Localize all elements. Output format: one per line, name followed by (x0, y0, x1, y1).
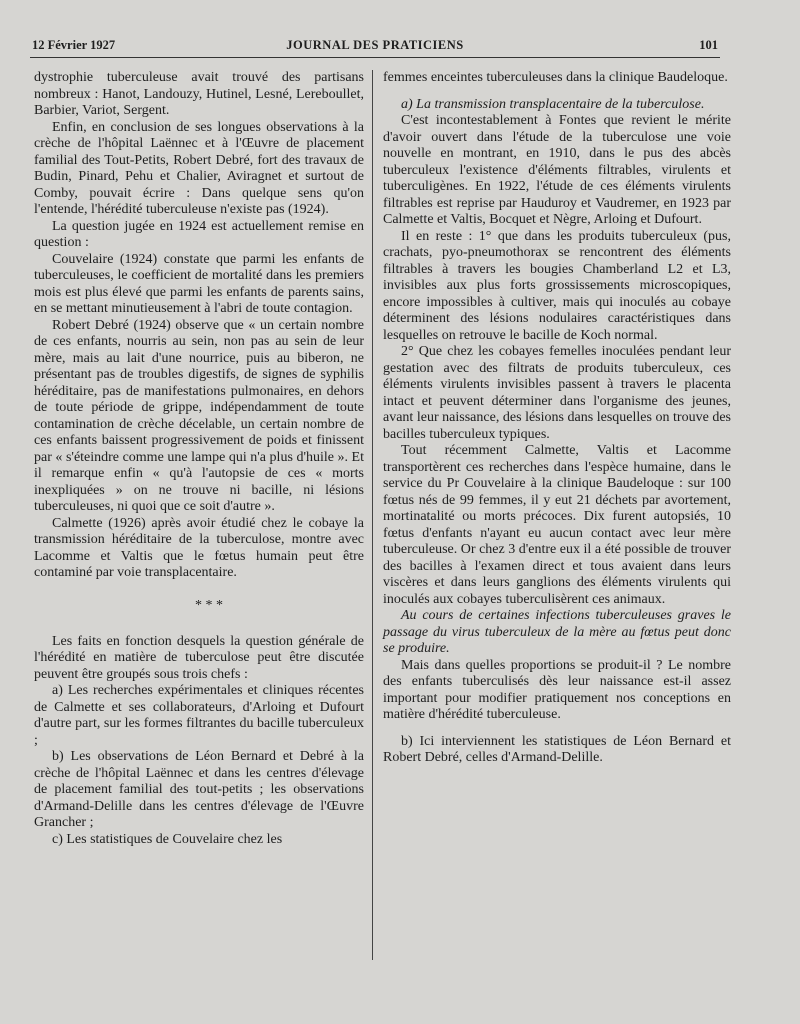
list-item: c) Les statistiques de Couvelaire chez les (52, 831, 283, 847)
paragraph: C'est incontestablement à Fontes que revient le mérite d'avoir ouvert dans l'étude de la tuberculose une voie nouvelle en montrant, en 1910, dans le pus des abcès tuberculeux l'existence d'éléments filtrables, virulents et tuberculigènes. En 1922, l'étude de ces éléments virulents filtrables est reprise par Hauduroy et Vaudremer, en 1923 par Calmette et Valtis, Bocquet et Nègre, Arloing et Dufourt. (383, 113, 731, 227)
page-number: 101 (699, 38, 718, 52)
list-item: a) Les recherches expérimentales et cliniques récentes de Calmette et ses collaborateurs, d'Arloing et Dufourt d'autre part, sur les formes filtrantes du bacille tuberculeux ; (34, 683, 364, 748)
section-heading: a) La transmission transplacentaire de la tuberculose. (401, 96, 705, 112)
right-column (383, 70, 731, 767)
paragraph: Les faits en fonction desquels la question générale de l'hérédité en matière de tuberculose peut être discutée peuvent être groupés sous trois chefs : (34, 633, 364, 682)
column-divider (372, 70, 373, 960)
paragraph: Robert Debré (1924) observe que « un certain nombre de ces enfants, nourris au sein, non pas au sein de leur mère, mais au lait d'une nourrice, puis au biberon, ne présentant pas de troubles digestifs, de signes de syphilis héréditaire, pas de manifestations pulmonaires, en dehors de toute période de grippe, indépendamment de toute contamination de crèche décelable, un certain nombre de ces enfants baissent progressivement de poids et finissent par « s'éteindre comme une lampe qui n'a plus d'huile ». Et il remarque enfin « qu'à l'autopsie de ces « morts inexpliquées » on ne trouve ni bacille, ni lésions tuberculeuses, ni quoi que ce soit d'autre ». (34, 317, 364, 514)
left-column (34, 70, 364, 848)
paragraph: Il en reste : 1° que dans les produits tuberculeux (pus, crachats, pyo-pneumothorax se rencontrent des éléments filtrables à travers les bougies Chamberland L2 et L3, invisibles aux plus forts grossissements microscopiques, encore impossibles à cultiver, mais qui inoculés au cobaye déterminent des lésions nodulaires caractéristiques dans lesquelles on retrouve le bacille de Koch normal. (383, 228, 731, 343)
paragraph: Calmette (1926) après avoir étudié chez le cobaye la transmission héréditaire de la tuberculose, montre avec Lacomme et Valtis que le fœtus humain peut être contaminé par voie transplacentaire. (34, 515, 364, 580)
issue-date: 12 Février 1927 (32, 38, 116, 52)
paragraph: Tout récemment Calmette, Valtis et Lacomme transportèrent ces recherches dans l'espèce humaine, dans le service du Pr Couvelaire à la clinique Baudeloque : sur 100 fœtus nés de 99 femmes, il y eut 21 déchets par avortement, mortinatalité ou morts précoces. Dix furent autopsiés, 10 fœtus d'enfants n'ayant eu aucun contact avec leur mère tuberculeuse. Or chez 3 d'entre eux il a été possible de trouver des bacilles à l'examen direct et tous avaient dans leurs viscères et dans leurs ganglions des éléments virulents qui inoculés aux cobayes tuberculisèrent ces animaux. (383, 443, 731, 607)
list-item: b) Les observations de Léon Bernard et Debré à la crèche de l'hôpital Laënnec et dans les centres d'élevage de placement familial des tout-petits ; les observations d'Armand-Delille dans les centres d'élevage de l'Œuvre Grancher ; (34, 749, 364, 830)
paragraph: dystrophie tuberculeuse avait trouvé des partisans nombreux : Hanot, Landouzy, Hutinel, Lesné, Lereboullet, Barbier, Variot, Sergent. (34, 70, 364, 118)
header-rule (30, 57, 720, 58)
paragraph: La question jugée en 1924 est actuellement remise en question : (34, 218, 364, 250)
page-header (32, 36, 718, 56)
paragraph: femmes enceintes tuberculeuses dans la clinique Baudeloque. (383, 70, 728, 85)
journal-title: JOURNAL DES PRATICIENS (286, 38, 464, 52)
paragraph: Couvelaire (1924) constate que parmi les enfants de tuberculeuses, le coefficient de mortalité dans les premiers mois est plus élevé que parmi les enfants de parents sains, en se mettant minutieusement à l'abri de toute contagion. (34, 251, 364, 316)
paragraph: 2° Que chez les cobayes femelles inoculées pendant leur gestation avec des filtrats de produits tuberculeux, ces éléments virulents invisibles passent à travers le placenta intact et peuvent déterminer dans l'organisme des jeunes, avant leur naissance, des lésions dans lesquelles on trouve des bacilles tuberculeux typiques. (383, 344, 731, 442)
paragraph: Mais dans quelles proportions se produit-il ? Le nombre des enfants tuberculisés dès leur naissance est-il assez important pour modifier pratiquement nos conceptions en matière d'hérédité tuberculeuse. (383, 657, 731, 722)
paragraph: Enfin, en conclusion de ses longues observations à la crèche de l'hôpital Laënnec et à l'Œuvre de placement familial des Tout-Petits, Robert Debré, fort des travaux de Budin, Pinard, Pehu et Chalier, Aviragnet et surtout de Comby, pouvait écrire : Dans quelque sens qu'on l'entende, l'hérédité tuberculeuse n'existe pas (1924). (34, 119, 364, 217)
paragraph: Au cours de certaines infections tuberculeuses graves le passage du virus tuberculeux de la mère au fœtus peut donc se produire. (383, 608, 731, 656)
section-asterism: * * * (195, 597, 223, 613)
paragraph: b) Ici interviennent les statistiques de Léon Bernard et Robert Debré, celles d'Armand-Delille. (383, 733, 731, 765)
